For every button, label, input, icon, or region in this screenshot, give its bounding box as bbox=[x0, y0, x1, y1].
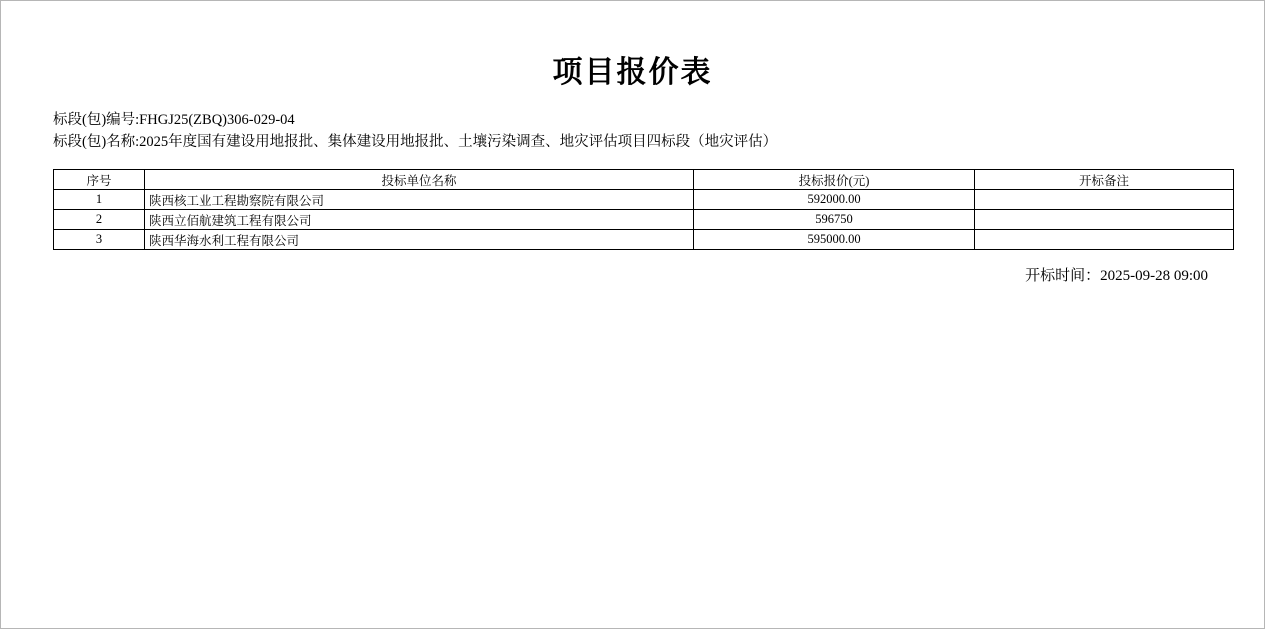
column-header-price: 投标报价(元) bbox=[694, 170, 975, 190]
cell-remark bbox=[975, 210, 1234, 230]
cell-price: 592000.00 bbox=[694, 190, 975, 210]
cell-no: 3 bbox=[54, 230, 145, 250]
page-title: 项目报价表 bbox=[552, 55, 713, 90]
table-row bbox=[54, 230, 1234, 250]
cell-no: 2 bbox=[54, 210, 145, 230]
column-header-bidder: 投标单位名称 bbox=[145, 170, 694, 190]
section-code: 标段(包)编号:FHGJ25(ZBQ)306-029-04 bbox=[53, 112, 295, 128]
section-name: 标段(包)名称:2025年度国有建设用地报批、集体建设用地报批、土壤污染调查、地灾评估项目四标段（地灾评估） bbox=[53, 134, 778, 150]
document-meta bbox=[1, 109, 1264, 153]
cell-price: 596750 bbox=[694, 210, 975, 230]
column-header-remark: 开标备注 bbox=[975, 170, 1234, 190]
cell-remark bbox=[975, 230, 1234, 250]
table-row bbox=[54, 210, 1234, 230]
table-row bbox=[54, 190, 1234, 210]
column-header-no: 序号 bbox=[54, 170, 145, 190]
cell-bidder: 陕西立佰航建筑工程有限公司 bbox=[145, 210, 694, 230]
cell-bidder: 陕西核工业工程勘察院有限公司 bbox=[145, 190, 694, 210]
bid-price-table bbox=[53, 169, 1234, 250]
cell-no: 1 bbox=[54, 190, 145, 210]
table-header-row bbox=[54, 170, 1234, 190]
cell-bidder: 陕西华海水利工程有限公司 bbox=[145, 230, 694, 250]
cell-remark bbox=[975, 190, 1234, 210]
open-time: 开标时间：2025-09-28 09:00 bbox=[1025, 268, 1208, 284]
cell-price: 595000.00 bbox=[694, 230, 975, 250]
